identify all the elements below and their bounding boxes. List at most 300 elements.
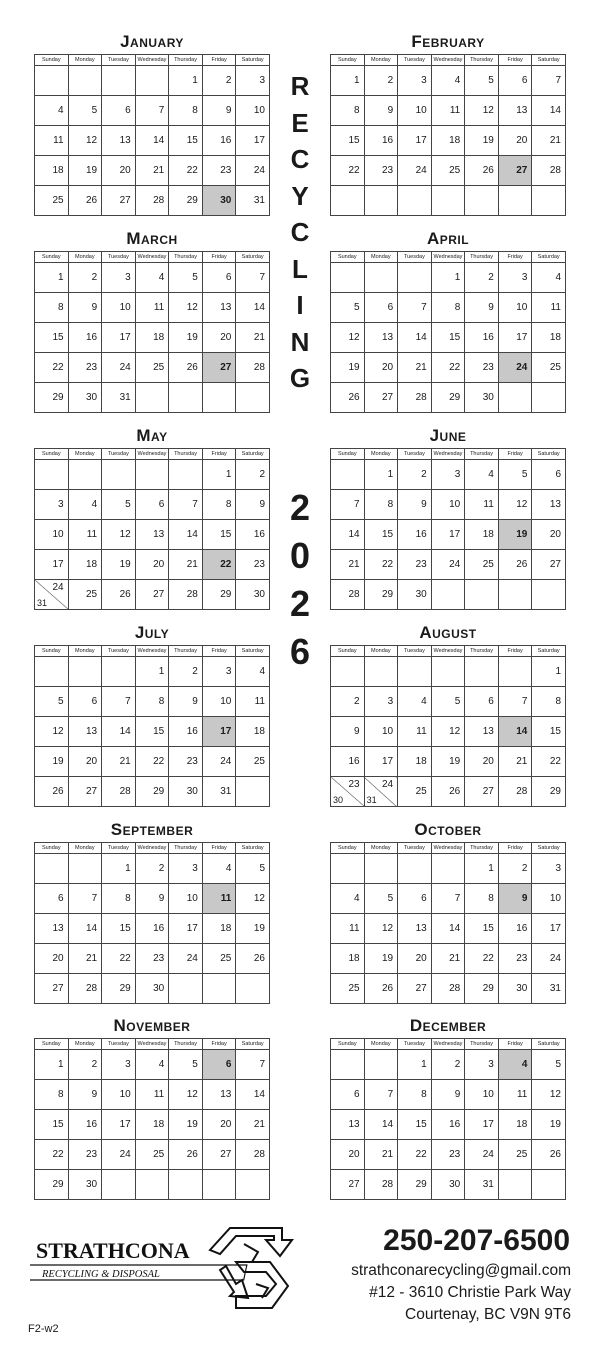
day-number: 2 [421, 469, 427, 480]
day-cell [465, 944, 499, 974]
email-address: strathconarecycling@gmail.com [351, 1262, 571, 1279]
day-number: 22 [482, 953, 494, 964]
day-number: 17 [449, 529, 461, 540]
day-number: 7 [387, 1089, 394, 1100]
weekday-header: Friday [202, 646, 236, 657]
day-number: 10 [220, 696, 232, 707]
day-number: 16 [253, 529, 265, 540]
day-number: 14 [186, 529, 198, 540]
day-cell [498, 914, 532, 944]
month-table [330, 251, 566, 413]
day-number: 16 [153, 923, 165, 934]
day-cell [35, 1080, 69, 1110]
day-cell [532, 186, 566, 216]
day-number: 24 [516, 362, 528, 373]
day-cell [35, 353, 69, 383]
day-number: 25 [449, 165, 461, 176]
day-cell [331, 884, 365, 914]
day-number: 3 [259, 75, 265, 86]
day-cell [431, 1050, 465, 1080]
day-number: 8 [58, 1089, 64, 1100]
day-number: 14 [516, 726, 528, 737]
day-cell [68, 96, 102, 126]
day-number: 2 [488, 272, 494, 283]
day-cell [68, 490, 102, 520]
day-number: 17 [253, 135, 265, 146]
day-number: 28 [348, 589, 360, 600]
weekday-header: Monday [68, 646, 102, 657]
day-number: 22 [220, 559, 232, 570]
day-number: 21 [86, 953, 98, 964]
day-number: 24 [415, 165, 427, 176]
day-cell [431, 884, 465, 914]
street-address: #12 - 3610 Christie Park Way [369, 1284, 571, 1301]
day-cell [135, 580, 169, 610]
day-cell [498, 1140, 532, 1170]
day-cell [532, 580, 566, 610]
weekday-header: Wednesday [135, 646, 169, 657]
day-number: 28 [382, 1179, 394, 1190]
day-cell [532, 383, 566, 413]
day-number: 15 [186, 135, 198, 146]
day-number: 16 [348, 756, 360, 767]
day-number: 1 [354, 75, 360, 86]
day-number: 29 [449, 392, 461, 403]
day-cell [431, 777, 465, 807]
weekday-header: Wednesday [431, 1039, 465, 1050]
pickup-day-cell [202, 1050, 236, 1080]
day-cell [102, 944, 136, 974]
weekday-header: Tuesday [398, 55, 432, 66]
vertical-letter: 2 [289, 583, 311, 624]
day-cell [202, 263, 236, 293]
day-cell [364, 66, 398, 96]
day-number: 16 [482, 332, 494, 343]
day-cell [202, 657, 236, 687]
day-cell [202, 777, 236, 807]
day-cell [35, 1050, 69, 1080]
day-cell [102, 974, 136, 1004]
day-cell [364, 490, 398, 520]
vertical-letter: Y [291, 180, 309, 211]
day-cell [202, 944, 236, 974]
day-cell [68, 777, 102, 807]
day-number: 6 [387, 302, 394, 313]
day-cell [498, 657, 532, 687]
day-cell [135, 854, 169, 884]
day-cell [68, 460, 102, 490]
day-number: 19 [119, 559, 131, 570]
day-number: 3 [192, 863, 198, 874]
day-number: 29 [153, 786, 165, 797]
day-cell [169, 323, 203, 353]
day-cell [135, 974, 169, 1004]
day-number: 25 [220, 953, 232, 964]
day-cell [364, 1080, 398, 1110]
month-table [34, 645, 270, 807]
weekday-header: Sunday [331, 252, 365, 263]
day-cell [102, 1140, 136, 1170]
day-number: 25 [516, 1149, 528, 1160]
day-number: 4 [158, 272, 165, 283]
day-number: 11 [349, 923, 360, 934]
weekday-header: Sunday [35, 449, 69, 460]
day-number: 20 [220, 1119, 232, 1130]
day-number: 9 [354, 726, 360, 737]
day-number: 12 [449, 726, 461, 737]
day-number: 19 [186, 1119, 198, 1130]
day-number: 12 [516, 499, 528, 510]
day-cell [465, 974, 499, 1004]
day-number: 9 [225, 105, 232, 116]
month-table [34, 448, 270, 610]
day-number: 13 [382, 332, 394, 343]
day-number: 25 [549, 362, 561, 373]
weekday-header: Saturday [236, 55, 270, 66]
day-number: 28 [253, 1149, 265, 1160]
weekday-header: Tuesday [102, 252, 136, 263]
day-cell [398, 550, 432, 580]
day-number: 3 [125, 272, 131, 283]
day-cell [331, 974, 365, 1004]
day-cell [398, 490, 432, 520]
month-november [34, 1014, 270, 1200]
day-number: 15 [482, 923, 494, 934]
day-cell [498, 944, 532, 974]
day-cell [236, 914, 270, 944]
weekday-header: Sunday [35, 55, 69, 66]
day-cell [236, 687, 270, 717]
weekday-header: Thursday [169, 252, 203, 263]
day-cell [236, 96, 270, 126]
day-number: 27 [382, 392, 394, 403]
logo-subtitle: RECYCLING & DISPOSAL [42, 1269, 160, 1280]
day-cell [169, 1170, 203, 1200]
day-cell [364, 777, 398, 807]
day-number: 20 [382, 362, 394, 373]
day-cell [431, 323, 465, 353]
day-number: 7 [354, 499, 360, 510]
day-number: 1 [58, 1059, 64, 1070]
day-number: 8 [125, 893, 131, 904]
day-cell [135, 884, 169, 914]
day-cell [364, 293, 398, 323]
day-cell [102, 490, 136, 520]
weekday-header: Monday [364, 252, 398, 263]
day-cell [498, 126, 532, 156]
day-number: 23 [220, 165, 232, 176]
day-number: 1 [488, 863, 494, 874]
day-number: 5 [259, 863, 265, 874]
weekday-header: Thursday [465, 646, 499, 657]
day-number: 23 [449, 1149, 461, 1160]
day-cell [398, 1080, 432, 1110]
day-cell [532, 490, 566, 520]
day-cell [532, 1110, 566, 1140]
day-cell [398, 1050, 432, 1080]
day-cell [465, 1050, 499, 1080]
day-cell [398, 66, 432, 96]
day-number: 18 [52, 165, 64, 176]
day-number: 27 [86, 786, 98, 797]
day-number: 14 [415, 332, 427, 343]
day-cell [431, 383, 465, 413]
day-number: 15 [119, 923, 131, 934]
day-cell [431, 1080, 465, 1110]
day-number: 7 [421, 302, 427, 313]
day-cell [102, 263, 136, 293]
day-number: 7 [91, 893, 98, 904]
month-title: August [419, 623, 477, 642]
day-number: 5 [125, 499, 131, 510]
day-number: 14 [153, 135, 165, 146]
weekday-header: Sunday [35, 646, 69, 657]
day-number: 18 [516, 1119, 528, 1130]
day-cell [331, 96, 365, 126]
day-number: 5 [192, 1059, 198, 1070]
month-title: November [113, 1016, 191, 1035]
day-number: 15 [52, 332, 64, 343]
day-number: 5 [192, 272, 198, 283]
day-cell [135, 657, 169, 687]
day-cell [465, 1170, 499, 1200]
day-cell [102, 520, 136, 550]
day-number: 5 [488, 75, 494, 86]
day-number: 27 [52, 983, 64, 994]
day-number: 8 [488, 893, 494, 904]
day-cell [135, 777, 169, 807]
day-number: 13 [86, 726, 98, 737]
day-number: 28 [516, 786, 528, 797]
day-number: 5 [354, 302, 360, 313]
weekday-header: Friday [498, 252, 532, 263]
day-cell [498, 747, 532, 777]
day-cell [465, 186, 499, 216]
day-number: 13 [153, 529, 165, 540]
day-number: 15 [348, 135, 360, 146]
day-cell [465, 777, 499, 807]
weekday-header: Sunday [35, 252, 69, 263]
day-number: 12 [186, 302, 198, 313]
month-april [330, 227, 566, 413]
day-number: 20 [348, 1149, 360, 1160]
day-cell [169, 687, 203, 717]
day-cell [465, 747, 499, 777]
day-number: 24 [220, 756, 232, 767]
day-number: 7 [125, 696, 131, 707]
day-cell [35, 974, 69, 1004]
month-august [330, 621, 566, 807]
day-number: 6 [158, 499, 165, 510]
day-cell [236, 1170, 270, 1200]
day-cell [68, 914, 102, 944]
pickup-day-cell [498, 1050, 532, 1080]
day-cell [532, 747, 566, 777]
day-number: 25 [52, 195, 64, 206]
day-number: 23 [516, 953, 528, 964]
day-number: 17 [52, 559, 64, 570]
day-number: 10 [516, 302, 528, 313]
day-cell [236, 186, 270, 216]
day-cell [532, 687, 566, 717]
day-number: 7 [192, 499, 198, 510]
day-cell [398, 263, 432, 293]
weekday-header: Thursday [465, 843, 499, 854]
weekday-header: Wednesday [135, 449, 169, 460]
day-number: 11 [220, 893, 232, 904]
day-cell [202, 156, 236, 186]
day-cell [431, 854, 465, 884]
day-cell [169, 717, 203, 747]
day-cell [331, 126, 365, 156]
day-number: 22 [52, 1149, 64, 1160]
day-number: 8 [225, 499, 232, 510]
day-cell [498, 1080, 532, 1110]
day-number: 4 [421, 696, 427, 707]
day-number: 3 [555, 863, 561, 874]
day-number: 18 [86, 559, 98, 570]
day-number: 22 [449, 362, 461, 373]
month-title: July [134, 623, 170, 642]
day-number: 22 [382, 559, 394, 570]
day-number: 4 [91, 499, 98, 510]
day-cell [532, 353, 566, 383]
day-number: 17 [516, 332, 528, 343]
day-cell [169, 156, 203, 186]
day-cell [465, 66, 499, 96]
day-cell [364, 1110, 398, 1140]
month-title: December [409, 1016, 487, 1035]
day-cell [398, 747, 432, 777]
day-cell [102, 657, 136, 687]
day-number: 20 [516, 135, 528, 146]
day-number: 26 [516, 559, 528, 570]
day-cell [532, 974, 566, 1004]
day-cell [331, 490, 365, 520]
day-number: 13 [516, 105, 528, 116]
day-number: 26 [186, 1149, 198, 1160]
day-cell [236, 460, 270, 490]
day-cell [331, 520, 365, 550]
day-cell [398, 353, 432, 383]
day-cell [331, 66, 365, 96]
day-number: 24 [382, 779, 394, 790]
day-cell [135, 944, 169, 974]
day-cell [331, 383, 365, 413]
weekday-header: Tuesday [102, 843, 136, 854]
weekday-header: Wednesday [135, 252, 169, 263]
day-number: 30 [415, 589, 427, 600]
day-cell [202, 460, 236, 490]
day-cell [431, 717, 465, 747]
day-number: 11 [86, 529, 98, 540]
day-number: 2 [91, 272, 98, 283]
day-number: 4 [454, 75, 461, 86]
day-number: 7 [158, 105, 165, 116]
weekday-header: Wednesday [135, 1039, 169, 1050]
day-number: 3 [421, 75, 427, 86]
day-number: 21 [253, 1119, 265, 1130]
day-cell [398, 96, 432, 126]
day-cell [398, 884, 432, 914]
day-number: 10 [119, 302, 131, 313]
day-cell [68, 263, 102, 293]
day-number: 3 [454, 469, 461, 480]
day-cell [35, 747, 69, 777]
day-cell [236, 353, 270, 383]
day-cell [398, 914, 432, 944]
day-number: 20 [119, 165, 131, 176]
day-cell [431, 747, 465, 777]
day-cell [398, 156, 432, 186]
day-number: 13 [220, 1089, 232, 1100]
day-cell [498, 550, 532, 580]
day-number: 2 [259, 469, 265, 480]
day-number: 24 [186, 953, 198, 964]
day-number: 10 [253, 105, 265, 116]
day-number: 20 [415, 953, 427, 964]
day-number: 19 [253, 923, 265, 934]
day-number: 30 [253, 589, 265, 600]
day-number: 24 [119, 362, 131, 373]
day-number: 26 [382, 983, 394, 994]
day-number: 22 [153, 756, 165, 767]
day-number: 29 [119, 983, 131, 994]
day-number: 22 [52, 362, 64, 373]
month-title: March [126, 229, 178, 248]
month-title: June [429, 426, 467, 445]
day-cell [431, 96, 465, 126]
day-number: 6 [58, 893, 64, 904]
pickup-day-cell [202, 186, 236, 216]
day-number: 10 [119, 1089, 131, 1100]
day-cell [68, 66, 102, 96]
day-number: 5 [58, 696, 64, 707]
day-cell [236, 323, 270, 353]
vertical-letter: 0 [289, 535, 311, 576]
day-cell [364, 1050, 398, 1080]
weekday-header: Monday [364, 449, 398, 460]
day-cell [465, 1110, 499, 1140]
day-cell [398, 293, 432, 323]
day-number: 18 [153, 332, 165, 343]
day-number: 23 [86, 1149, 98, 1160]
day-number: 20 [482, 756, 494, 767]
day-number: 21 [348, 559, 360, 570]
day-cell [202, 323, 236, 353]
day-cell [465, 353, 499, 383]
day-cell [68, 854, 102, 884]
day-cell [364, 520, 398, 550]
day-number: 12 [186, 1089, 198, 1100]
day-cell [102, 460, 136, 490]
day-number: 2 [354, 696, 360, 707]
day-cell [364, 186, 398, 216]
day-cell [135, 323, 169, 353]
day-cell [398, 383, 432, 413]
day-cell [431, 1170, 465, 1200]
day-cell [498, 293, 532, 323]
vertical-letter: 6 [289, 631, 311, 672]
vertical-letter: C [290, 144, 310, 174]
day-cell [431, 293, 465, 323]
day-number: 15 [549, 726, 561, 737]
day-cell [102, 156, 136, 186]
month-table [330, 842, 566, 1004]
day-number: 28 [253, 362, 265, 373]
day-cell [398, 1170, 432, 1200]
month-june [330, 424, 566, 610]
